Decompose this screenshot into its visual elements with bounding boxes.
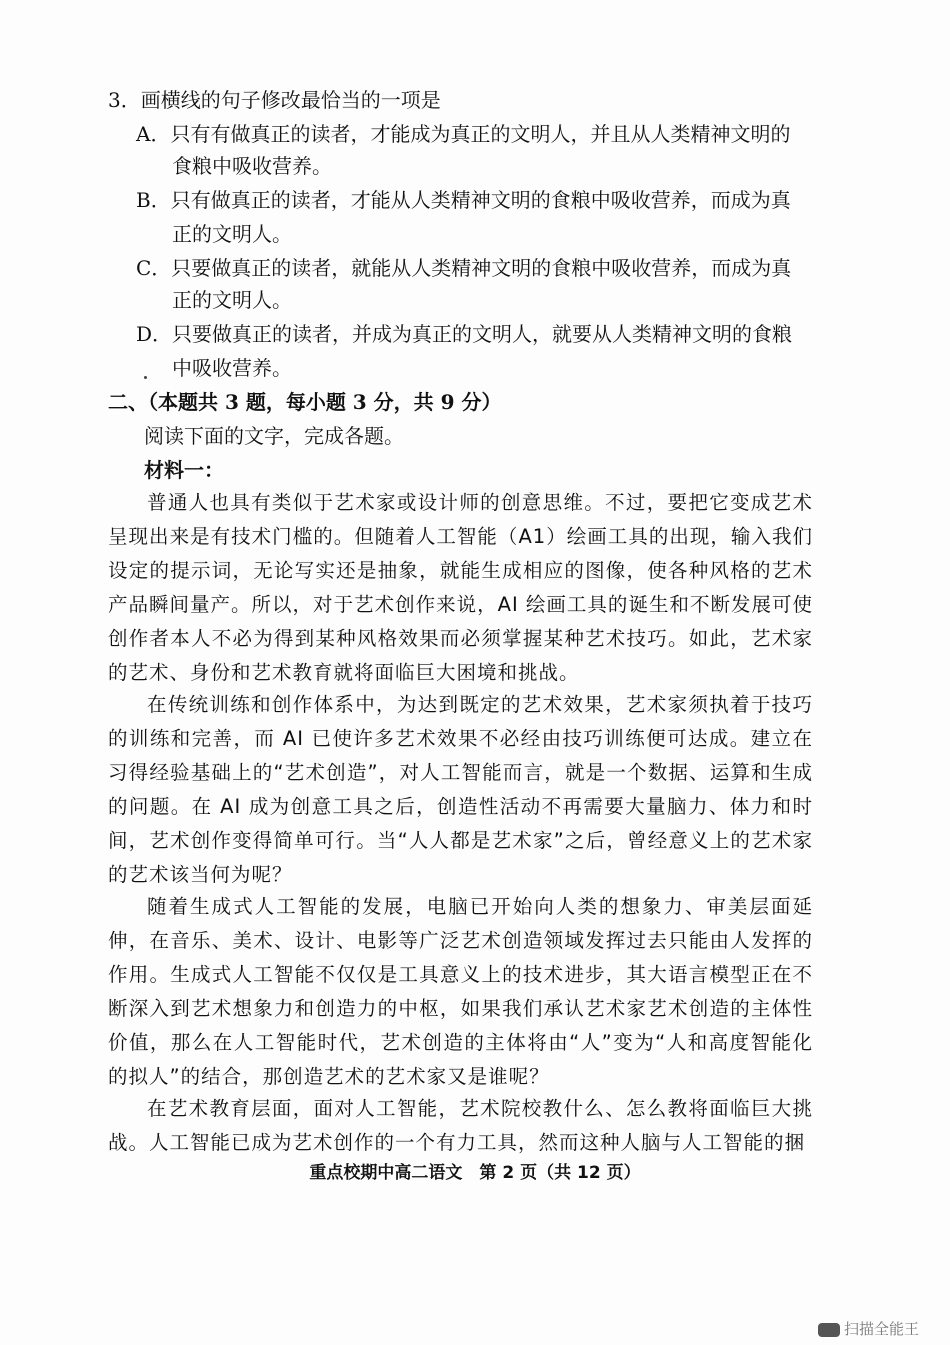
option-b-line2: 正的文明人。 <box>172 222 292 246</box>
section-2-heading: 二、（本题共 3 题，每小题 3 分，共 9 分） <box>108 390 502 414</box>
watermark-text: 扫描全能王 <box>844 1320 920 1338</box>
option-a-line1: A．只有有做真正的读者，才能成为真正的文明人，并且从人类精神文明的 <box>136 122 791 146</box>
material-paragraph-1: 普通人也具有类似于艺术家或设计师的创意思维。不过，要把它变成艺术呈现出来是有技术门槛的。但随着人工智能（A1）绘画工具的出现，输入我们设定的提示词，无论写实还是抽象，就能生成相应的图像，使各种风格的艺术产品瞬间量产。所以，对于艺术创作来说，AI 绘画工具的诞生和不断发展可使创作者本人不必为得到某种风格效果而必须掌握某种艺术技巧。如此，艺术家的艺术、身份和艺术教育就将面临巨大困境和挑战。 <box>108 491 813 684</box>
option-c-line1: C．只要做真正的读者，就能从人类精神文明的食粮中吸收营养，而成为真 <box>136 256 792 280</box>
option-d-line1: D．只要做真正的读者，并成为真正的文明人，就要从人类精神文明的食粮 <box>136 322 793 346</box>
scanner-logo-icon <box>818 1323 840 1337</box>
material-paragraph-4: 在艺术教育层面，面对人工智能，艺术院校教什么、怎么教将面临巨大挑战。人工智能已成为艺术创作的一个有力工具，然而这种人脑与人工智能的捆 <box>108 1097 813 1154</box>
option-a-line2: 食粮中吸收营养。 <box>172 154 332 178</box>
section-2-instruction: 阅读下面的文字，完成各题。 <box>144 424 404 448</box>
option-c-line2: 正的文明人。 <box>172 288 292 312</box>
material-label: 材料一： <box>144 458 224 482</box>
scanner-watermark <box>818 1318 950 1345</box>
page-footer: 重点校期中高二语文 第 2 页（共 12 页） <box>309 1163 641 1183</box>
material-paragraph-3: 随着生成式人工智能的发展，电脑已开始向人类的想象力、审美层面延伸，在音乐、美术、设计、电影等广泛艺术创造领域发挥过去只能由人发挥的作用。生成式人工智能不仅仅是工具意义上的技术进步，其大语言模型正在不断深入到艺术想象力和创造力的中枢，如果我们承认艺术家艺术创造的主体性价值，那么在人工智能时代，艺术创造的主体将由“人”变为“人和高度智能化的拟人”的结合，那创造艺术的艺术家又是谁呢？ <box>108 895 813 1088</box>
option-b-line1: B．只有做真正的读者，才能从人类精神文明的食粮中吸收营养，而成为真 <box>136 188 791 212</box>
question-3-stem: 3．画横线的句子修改最恰当的一项是 <box>108 88 441 112</box>
scan-speck <box>144 376 147 379</box>
option-d-line2: 中吸收营养。 <box>172 356 292 380</box>
material-paragraph-2: 在传统训练和创作体系中，为达到既定的艺术效果，艺术家须执着于技巧的训练和完善，而 AI 已使许多艺术效果不必经由技巧训练便可达成。建立在习得经验基础上的“艺术创造”，对人工智能而言，就是一个数据、运算和生成的问题。在 AI 成为创意工具之后，创造性活动不再需要大量脑力、体力和时间，艺术创作变得简单可行。当“人人都是艺术家”之后，曾经意义上的艺术家的艺术该当何为呢？ <box>108 693 813 886</box>
